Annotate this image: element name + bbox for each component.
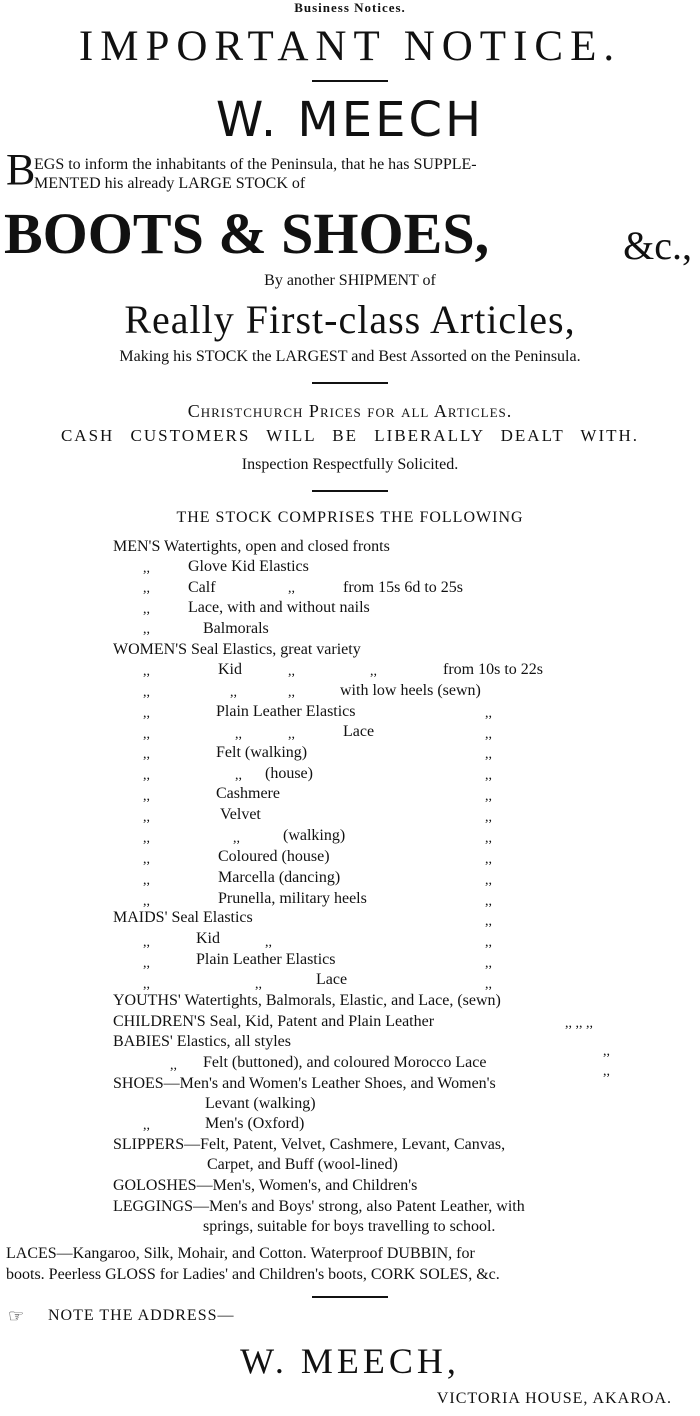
laces-line-1: LACES—Kangaroo, Silk, Mohair, and Cotton. Waterproof DUBBIN, for xyxy=(6,1245,475,1262)
ditto-mark: ,, xyxy=(485,727,492,742)
ditto-mark: ,, ,, ,, xyxy=(565,1016,593,1031)
ditto-mark: ,, xyxy=(485,873,492,888)
list-item: from 10s to 22s xyxy=(443,661,543,678)
list-item: SLIPPERS—Felt, Patent, Velvet, Cashmere, Levant, Canvas, xyxy=(113,1136,506,1153)
intro-line-2: MENTED his already LARGE STOCK of xyxy=(34,175,306,192)
ditto-mark: ,, xyxy=(143,873,150,888)
ditto-mark: ,, xyxy=(288,727,295,742)
ditto-mark: ,, xyxy=(143,706,150,721)
ditto-mark: ,, xyxy=(485,935,492,950)
list-item: Cashmere xyxy=(216,785,280,802)
stock-heading: THE STOCK COMPRISES THE FOLLOWING xyxy=(176,509,524,526)
list-item: MEN'S Watertights, open and closed fronts xyxy=(113,538,390,555)
list-item: Lace xyxy=(343,723,375,740)
prices-line: Christchurch Prices for all Articles. xyxy=(187,401,513,421)
ditto-mark: ,, xyxy=(143,727,150,742)
ditto-mark: ,, xyxy=(143,602,150,617)
intro-line-1: EGS to inform the inhabitants of the Peninsula, that he has SUPPLE- xyxy=(34,156,477,173)
list-item-text: SHOES—Men's and Women's Leather Shoes, and Women's xyxy=(113,1075,496,1092)
ditto-mark: ,, xyxy=(143,581,150,596)
ditto-mark: ,, xyxy=(485,977,492,992)
ditto-mark: ,, xyxy=(485,747,492,762)
section-header: Business Notices. xyxy=(294,0,406,15)
ditto-mark: ,, xyxy=(485,894,492,909)
divider xyxy=(312,382,388,384)
list-item: Plain Leather Elastics xyxy=(216,703,356,720)
list-item: WOMEN'S Seal Elastics, great variety xyxy=(113,641,361,658)
ditto-mark: ,, xyxy=(170,1058,177,1073)
ditto-mark: ,, xyxy=(485,768,492,783)
list-item: GOLOSHES—Men's, Women's, and Children's xyxy=(113,1177,418,1194)
ditto-mark: ,, xyxy=(143,789,150,804)
ditto-mark: ,, xyxy=(603,1064,610,1079)
ditto-mark: ,, xyxy=(233,831,240,846)
list-item: Glove Kid Elastics xyxy=(188,558,309,575)
list-item: YOUTHS' Watertights, Balmorals, Elastic, and Lace, (sewn) xyxy=(113,992,501,1009)
ditto-mark: ,, xyxy=(143,561,150,576)
list-item: with low heels (sewn) xyxy=(340,682,481,699)
ditto-mark: ,, xyxy=(485,810,492,825)
divider xyxy=(312,1296,388,1298)
ditto-mark: ,, xyxy=(485,852,492,867)
ditto-mark: ,, xyxy=(143,831,150,846)
ditto-mark: ,, xyxy=(143,956,150,971)
inspection-line: Inspection Respectfully Solicited. xyxy=(241,456,459,473)
list-item: Marcella (dancing) xyxy=(218,869,341,886)
ditto-mark: ,, xyxy=(255,977,262,992)
list-item: Kid xyxy=(218,661,242,678)
list-item: Prunella, military heels xyxy=(218,890,367,907)
list-item: Lace xyxy=(316,971,348,988)
list-item xyxy=(113,1074,693,1094)
pointing-hand-icon: ☞ xyxy=(8,1306,25,1327)
ditto-mark: ,, xyxy=(485,789,492,804)
note-address: NOTE THE ADDRESS— xyxy=(48,1307,235,1324)
laces-line-2: boots. Peerless GLOSS for Ladies' and Children's boots, CORK SOLES, &c. xyxy=(6,1266,500,1283)
list-item: Lace, with and without nails xyxy=(188,599,370,616)
ditto-mark: ,, xyxy=(143,622,150,637)
ditto-mark: ,, xyxy=(485,706,492,721)
list-item: Coloured (house) xyxy=(218,848,330,865)
ditto-mark: ,, xyxy=(265,935,272,950)
merchant-name: W. MEECH xyxy=(215,92,485,148)
list-item: CHILDREN'S Seal, Kid, Patent and Plain Leather xyxy=(113,1013,435,1030)
shipment-line: By another SHIPMENT of xyxy=(264,272,436,289)
ditto-mark: ,, xyxy=(143,852,150,867)
ditto-mark: ,, xyxy=(485,956,492,971)
signature: W. MEECH, xyxy=(240,1341,460,1381)
cash-line: CASH CUSTOMERS WILL BE LIBERALLY DEALT WITH. xyxy=(60,426,640,445)
list-item: Felt (buttoned), and coloured Morocco Lace xyxy=(203,1054,487,1071)
ditto-mark: ,, xyxy=(235,727,242,742)
etc-headline: &c., xyxy=(623,223,692,268)
ditto-mark: ,, xyxy=(143,1118,150,1133)
divider xyxy=(312,490,388,492)
drop-cap: B xyxy=(6,145,36,194)
list-item: Balmorals xyxy=(203,620,269,637)
list-item: BABIES' Elastics, all styles xyxy=(113,1033,291,1050)
ditto-mark: ,, xyxy=(370,664,377,679)
ditto-mark: ,, xyxy=(143,768,150,783)
list-item: Carpet, and Buff (wool-lined) xyxy=(207,1156,398,1173)
list-item: Men's (Oxford) xyxy=(205,1115,305,1132)
ditto-mark: ,, xyxy=(288,581,295,596)
list-item: from 15s 6d to 25s xyxy=(343,579,463,596)
divider xyxy=(312,80,388,82)
articles-headline: Really First-class Articles, xyxy=(124,297,576,342)
notice-heading: IMPORTANT NOTICE. xyxy=(78,23,622,70)
ditto-mark: ,, xyxy=(485,914,492,929)
address: VICTORIA HOUSE, AKAROA. xyxy=(436,1390,672,1407)
ditto-mark: ,, xyxy=(143,664,150,679)
ditto-mark: ,, xyxy=(143,747,150,762)
list-item: Levant (walking) xyxy=(205,1095,316,1112)
ditto-mark: ,, xyxy=(143,685,150,700)
ditto-mark: ,, xyxy=(288,685,295,700)
ditto-mark: ,, xyxy=(143,810,150,825)
ditto-mark: ,, xyxy=(143,935,150,950)
ditto-mark: ,, xyxy=(143,894,150,909)
boots-shoes-headline: BOOTS & SHOES, xyxy=(4,201,490,266)
ditto-mark: ,, xyxy=(603,1044,610,1059)
list-item: (house) xyxy=(265,765,313,782)
ditto-mark: ,, xyxy=(143,977,150,992)
ditto-mark: ,, xyxy=(485,831,492,846)
ditto-mark: ,, xyxy=(230,685,237,700)
list-item: Velvet xyxy=(220,806,261,823)
list-item: LEGGINGS—Men's and Boys' strong, also Patent Leather, with xyxy=(113,1198,525,1215)
list-item: springs, suitable for boys travelling to school. xyxy=(203,1218,496,1235)
list-item: Kid xyxy=(196,930,220,947)
ditto-mark: ,, xyxy=(235,768,242,783)
list-item: MAIDS' Seal Elastics xyxy=(113,909,253,926)
stock-line: Making his STOCK the LARGEST and Best Assorted on the Peninsula. xyxy=(119,348,581,365)
list-item: Plain Leather Elastics xyxy=(196,951,336,968)
list-item: Calf xyxy=(188,579,216,596)
ditto-mark: ,, xyxy=(288,664,295,679)
list-item: (walking) xyxy=(283,827,346,844)
list-item: Felt (walking) xyxy=(216,744,308,761)
